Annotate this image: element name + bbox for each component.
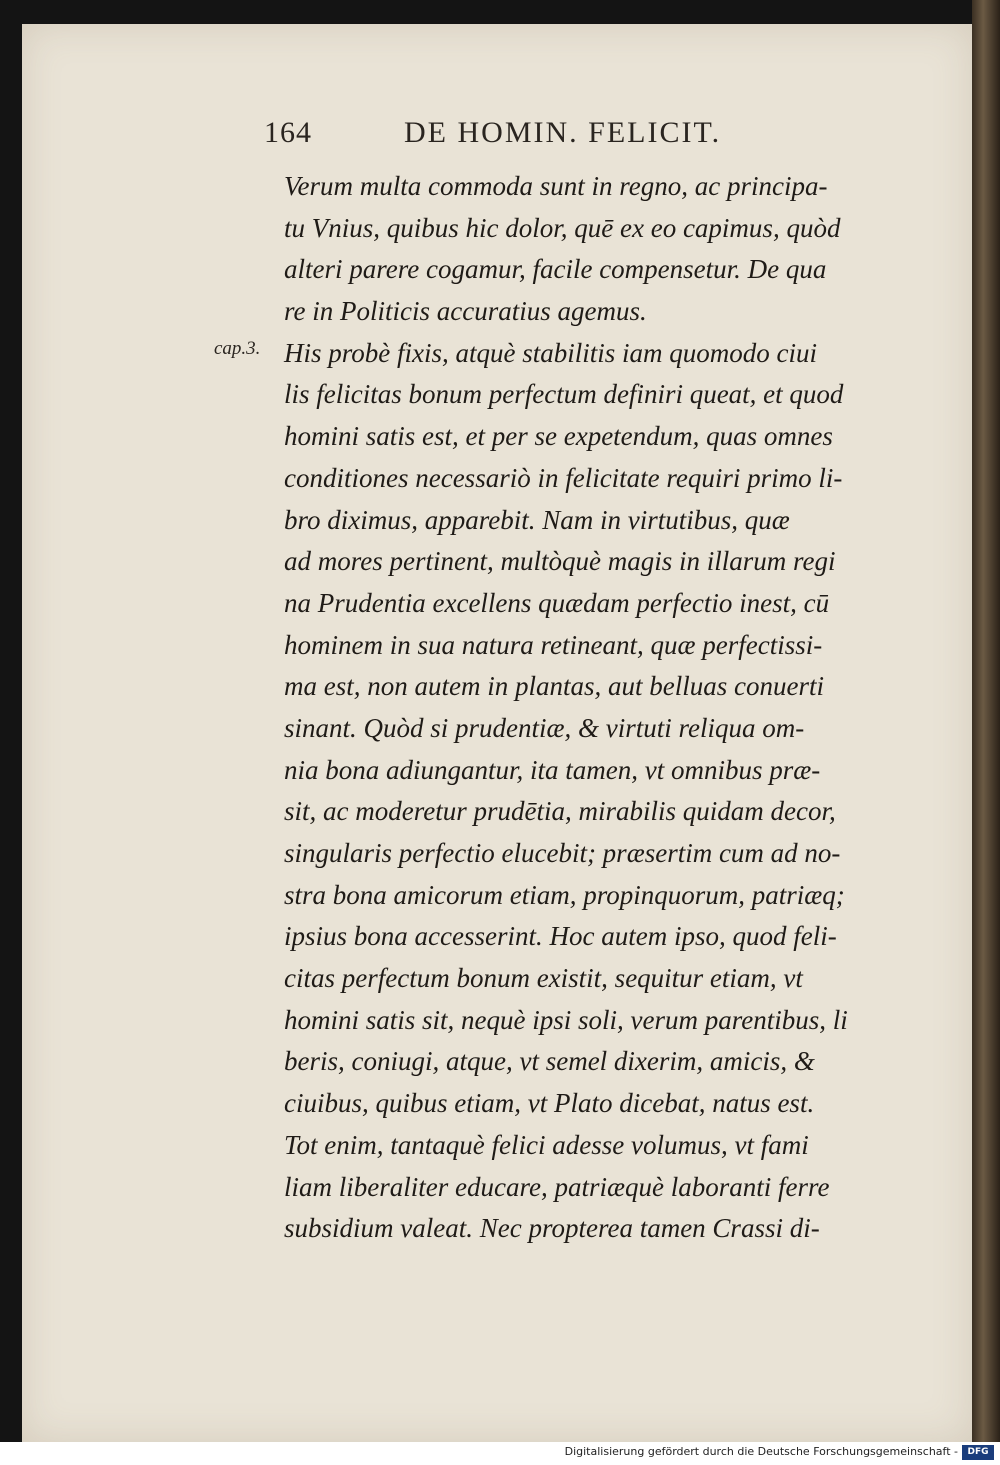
book-page (22, 24, 972, 1442)
text-line: conditiones necessariò in felicitate requiri primo li- (284, 462, 843, 493)
text-line: Verum multa commoda sunt in regno, ac principa- (284, 171, 828, 201)
text-line: lis felicitas bonum perfectum definiri queat, et quod (284, 379, 844, 410)
text-line: ad mores pertinent, multòquè magis in illarum regi (284, 546, 836, 577)
text-line: Tot enim, tantaquè felici adesse volumus, vt fami (284, 1129, 809, 1160)
text-line: ciuibus, quibus etiam, vt Plato dicebat, natus est. (284, 1088, 815, 1119)
text-line: His probè fixis, atquè stabilitis iam quomodo ciui (284, 337, 817, 368)
text-line: sit, ac moderetur prudētia, mirabilis quidam decor, (284, 796, 836, 827)
text-line: subsidium valeat. Nec propterea tamen Crassi di- (284, 1213, 820, 1244)
text-line: alteri parere cogamur, facile compensetur. De qua (284, 254, 827, 285)
text-line: hominem in sua natura retineant, quæ perfectissi- (284, 629, 823, 660)
text-line: singularis perfectio elucebit; præsertim cum ad no- (284, 838, 841, 868)
text-line: bro diximus, apparebit. Nam in virtutibus, quæ (284, 504, 790, 535)
text-line: citas perfectum bonum existit, sequitur etiam, vt (284, 963, 803, 994)
text-line: homini satis est, et per se expetendum, quas omnes (284, 421, 833, 452)
page-number: 164 (264, 116, 312, 149)
body-text (284, 166, 934, 1250)
text-line: ma est, non autem in plantas, aut belluas conuerti (284, 671, 824, 702)
running-head: DE HOMIN. FELICIT. (404, 116, 722, 149)
text-line: ipsius bona accesserint. Hoc autem ipso, quod feli- (284, 921, 837, 952)
margin-note: cap.3. (214, 338, 261, 359)
text-line: tu Vnius, quibus hic dolor, quē ex eo capimus, quòd (284, 212, 841, 243)
funding-credit: Digitalisierung gefördert durch die Deutsche Forschungsgemeinschaft - (564, 1445, 958, 1458)
text-line: stra bona amicorum etiam, propinquorum, patriæq; (284, 879, 845, 910)
footer-bar (0, 1442, 1000, 1465)
dfg-logo: DFG (962, 1445, 994, 1460)
text-line: homini satis sit, nequè ipsi soli, verum parentibus, li (284, 1004, 848, 1035)
text-line: re in Politicis accuratius agemus. (284, 296, 647, 327)
page-edge (972, 0, 1000, 1442)
text-line: beris, coniugi, atque, vt semel dixerim, amicis, & (284, 1046, 815, 1077)
page-header (22, 116, 972, 166)
text-line: sinant. Quòd si prudentiæ, & virtuti reliqua om- (284, 712, 805, 743)
text-line: liam liberaliter educare, patriæquè laboranti ferre (284, 1171, 830, 1202)
text-line: nia bona adiungantur, ita tamen, vt omnibus præ- (284, 754, 821, 785)
text-line: na Prudentia excellens quædam perfectio inest, cū (284, 587, 830, 618)
